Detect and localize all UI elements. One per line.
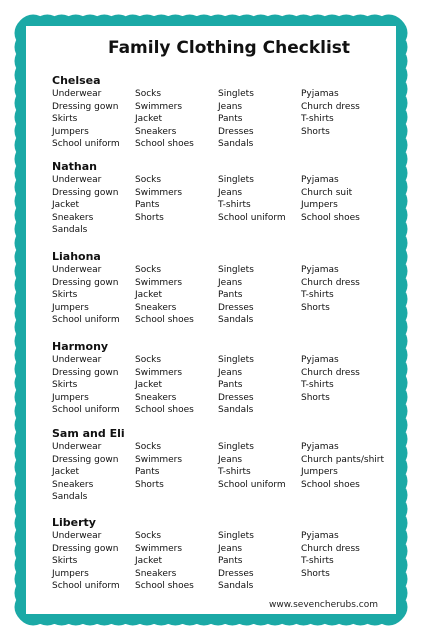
- clothing-item: Sandals: [218, 581, 254, 591]
- clothing-item: Shorts: [301, 126, 330, 137]
- clothing-item: Jacket: [135, 380, 163, 390]
- family-member-name: Nathan: [52, 160, 97, 173]
- clothing-item: Dressing gown: [52, 367, 119, 378]
- clothing-item: Skirts: [52, 290, 78, 300]
- clothing-item: Sneakers: [135, 126, 177, 137]
- clothing-item: Dresses: [218, 302, 254, 313]
- clothing-item: Underwear: [52, 531, 102, 541]
- clothing-item: Skirts: [52, 380, 78, 390]
- clothing-item: Singlets: [218, 265, 254, 275]
- clothing-item: School uniform: [52, 315, 120, 325]
- clothing-item: T-shirts: [218, 467, 251, 477]
- clothing-item: Singlets: [218, 442, 254, 452]
- clothing-item: Singlets: [218, 355, 254, 365]
- clothing-item: Sandals: [218, 315, 254, 325]
- clothing-item: Jacket: [52, 467, 80, 477]
- clothing-item: Shorts: [135, 479, 164, 490]
- website-footer: www.sevencherubs.com: [269, 600, 378, 610]
- clothing-item: Pants: [218, 556, 243, 566]
- clothing-item: Jeans: [218, 367, 243, 378]
- clothing-item: School shoes: [301, 212, 360, 223]
- clothing-item: Jeans: [218, 277, 243, 288]
- clothing-item: Sandals: [218, 405, 254, 415]
- clothing-item: Pants: [135, 200, 160, 210]
- family-member-section: [52, 73, 392, 151]
- clothing-item: School shoes: [135, 405, 194, 415]
- clothing-item: School uniform: [52, 581, 120, 591]
- clothing-item: Shorts: [301, 392, 330, 403]
- clothing-item: Shorts: [301, 302, 330, 313]
- clothing-item: Underwear: [52, 89, 102, 99]
- clothing-item: Jeans: [218, 101, 243, 112]
- clothing-item: Socks: [135, 175, 162, 185]
- clothing-item: T-shirts: [301, 380, 334, 390]
- clothing-item: School shoes: [135, 315, 194, 325]
- clothing-items-grid: [52, 441, 392, 504]
- clothing-item: Jacket: [52, 200, 80, 210]
- clothing-item: Church suit: [301, 187, 353, 198]
- clothing-item: Dressing gown: [52, 187, 119, 198]
- clothing-item: Pyjamas: [301, 265, 339, 275]
- clothing-item: [301, 138, 392, 151]
- clothing-item: Pants: [218, 380, 243, 390]
- clothing-item: Dresses: [218, 568, 254, 579]
- family-member-section: [52, 426, 392, 504]
- clothing-item: Socks: [135, 355, 162, 365]
- clothing-item: School uniform: [218, 212, 286, 223]
- clothing-item: [301, 314, 392, 327]
- clothing-items-grid: [52, 354, 392, 417]
- clothing-item: Underwear: [52, 265, 102, 275]
- clothing-item: Sneakers: [135, 392, 177, 403]
- clothing-item: Shorts: [135, 212, 164, 223]
- checklist-sheet: [26, 26, 396, 614]
- clothing-item: Pyjamas: [301, 442, 339, 452]
- clothing-item: Jumpers: [301, 200, 338, 210]
- clothing-item: Sneakers: [52, 212, 94, 223]
- clothing-item: Swimmers: [135, 277, 183, 288]
- clothing-item: Church pants/shirt: [301, 454, 385, 465]
- clothing-item: Sandals: [52, 225, 88, 235]
- clothing-item: Dresses: [218, 392, 254, 403]
- clothing-item: Singlets: [218, 89, 254, 99]
- clothing-item: School shoes: [135, 139, 194, 149]
- clothing-item: Jeans: [218, 187, 243, 198]
- clothing-item: Jacket: [135, 290, 163, 300]
- clothing-item: Jacket: [135, 114, 163, 124]
- clothing-item: Sneakers: [52, 479, 94, 490]
- clothing-item: Socks: [135, 89, 162, 99]
- family-member-section: [52, 515, 392, 593]
- clothing-item: Church dress: [301, 543, 360, 554]
- clothing-item: Jumpers: [301, 467, 338, 477]
- clothing-item: Pants: [135, 467, 160, 477]
- clothing-item: Jeans: [218, 543, 243, 554]
- clothing-item: Dressing gown: [52, 543, 119, 554]
- clothing-item: Pants: [218, 290, 243, 300]
- clothing-item: School shoes: [135, 581, 194, 591]
- clothing-item: Jumpers: [52, 126, 89, 137]
- family-member-name: Chelsea: [52, 74, 101, 87]
- clothing-item: Dresses: [218, 126, 254, 137]
- family-member-name: Liahona: [52, 250, 101, 263]
- clothing-items-grid: [52, 264, 392, 327]
- clothing-item: Shorts: [301, 568, 330, 579]
- family-member-name: Sam and Eli: [52, 427, 125, 440]
- clothing-item: Sneakers: [135, 302, 177, 313]
- clothing-item: Church dress: [301, 277, 360, 288]
- clothing-item: Swimmers: [135, 187, 183, 198]
- clothing-item: Pyjamas: [301, 355, 339, 365]
- family-member-section: [52, 159, 392, 237]
- clothing-item: Swimmers: [135, 101, 183, 112]
- clothing-item: Socks: [135, 531, 162, 541]
- clothing-item: Sandals: [218, 139, 254, 149]
- clothing-item: Socks: [135, 265, 162, 275]
- clothing-item: Church dress: [301, 101, 360, 112]
- clothing-item: Singlets: [218, 175, 254, 185]
- clothing-item: Underwear: [52, 175, 102, 185]
- clothing-item: Pyjamas: [301, 175, 339, 185]
- family-member-section: [52, 339, 392, 417]
- clothing-item: T-shirts: [301, 114, 334, 124]
- clothing-item: Swimmers: [135, 367, 183, 378]
- clothing-item: Singlets: [218, 531, 254, 541]
- clothing-item: Pants: [218, 114, 243, 124]
- clothing-item: Sneakers: [135, 568, 177, 579]
- clothing-item: Dressing gown: [52, 454, 119, 465]
- clothing-item: Jumpers: [52, 392, 89, 403]
- clothing-item: Pyjamas: [301, 531, 339, 541]
- clothing-item: T-shirts: [301, 556, 334, 566]
- clothing-item: [301, 224, 392, 237]
- clothing-items-grid: [52, 88, 392, 151]
- clothing-item: Underwear: [52, 355, 102, 365]
- family-member-section: [52, 249, 392, 327]
- clothing-item: School uniform: [52, 405, 120, 415]
- clothing-item: Socks: [135, 442, 162, 452]
- clothing-item: [218, 491, 301, 504]
- family-member-name: Liberty: [52, 516, 96, 529]
- clothing-item: School uniform: [218, 479, 286, 490]
- clothing-item: Skirts: [52, 556, 78, 566]
- clothing-item: School shoes: [301, 479, 360, 490]
- clothing-items-grid: [52, 530, 392, 593]
- clothing-item: Underwear: [52, 442, 102, 452]
- clothing-item: Jumpers: [52, 568, 89, 579]
- clothing-item: [301, 404, 392, 417]
- clothing-item: Swimmers: [135, 543, 183, 554]
- clothing-item: Jacket: [135, 556, 163, 566]
- clothing-item: Dressing gown: [52, 277, 119, 288]
- clothing-item: Jumpers: [52, 302, 89, 313]
- clothing-item: Church dress: [301, 367, 360, 378]
- clothing-item: School uniform: [52, 139, 120, 149]
- clothing-item: Pyjamas: [301, 89, 339, 99]
- clothing-item: [301, 491, 392, 504]
- clothing-item: [218, 224, 301, 237]
- page-title: Family Clothing Checklist: [107, 38, 351, 58]
- clothing-item: [135, 224, 218, 237]
- clothing-item: Swimmers: [135, 454, 183, 465]
- clothing-item: Jeans: [218, 454, 243, 465]
- clothing-item: T-shirts: [301, 290, 334, 300]
- clothing-item: [135, 491, 218, 504]
- clothing-item: Dressing gown: [52, 101, 119, 112]
- clothing-item: Skirts: [52, 114, 78, 124]
- clothing-item: Sandals: [52, 492, 88, 502]
- clothing-item: T-shirts: [218, 200, 251, 210]
- clothing-item: [301, 580, 392, 593]
- clothing-items-grid: [52, 174, 392, 237]
- family-member-name: Harmony: [52, 340, 109, 353]
